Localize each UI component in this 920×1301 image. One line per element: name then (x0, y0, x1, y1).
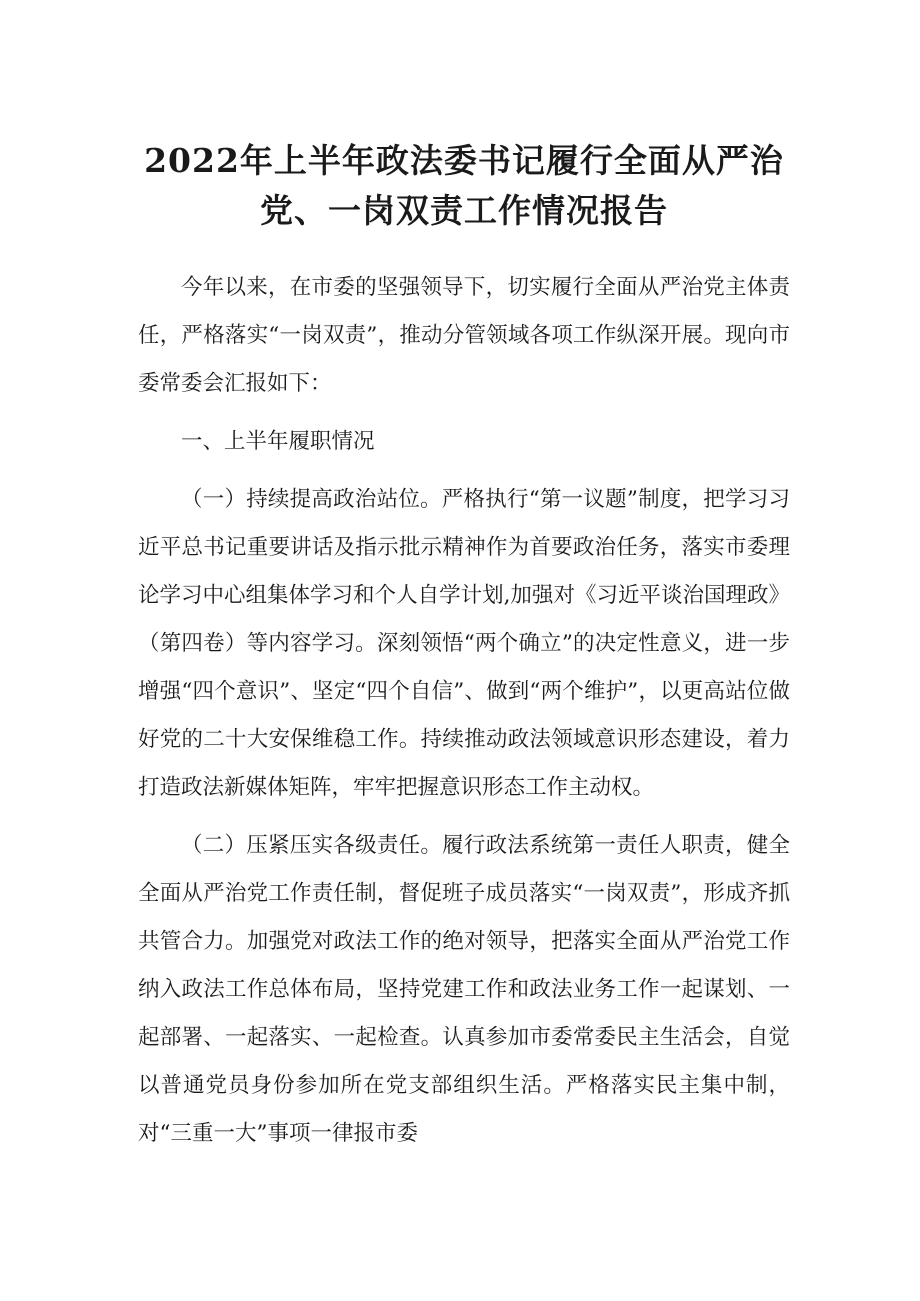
intro-paragraph: 今年以来，在市委的坚强领导下，切实履行全面从严治党主体责任，严格落实“一岗双责”，推动分管领域各项工作纵深开展。现向市委常委会汇报如下： (138, 275, 790, 396)
subsection-paragraph-2: （二）压紧压实各级责任。履行政法系统第一责任人职责，健全全面从严治党工作责任制，督促班子成员落实“一岗双责”，形成齐抓共管合力。加强党对政法工作的绝对领导，把落实全面从严治党工作纳入政法工作总体布局，坚持党建工作和政法业务工作一起谋划、一起部署、一起落实、一起检查。认真参加市委常委民主生活会，自觉以普通党员身份参加所在党支部组织生活。严格落实民主集中制，对“三重一大”事项一律报市委 (138, 833, 790, 1146)
title-line-2: 党、一岗双责工作情况报告 (260, 191, 668, 230)
subsection-paragraph-1: （一）持续提高政治站位。严格执行“第一议题”制度，把学习习近平总书记重要讲话及指示批示精神作为首要政治任务，落实市委理论学习中心组集体学习和个人自学计划,加强对《习近平谈治国理政》（第四卷）等内容学习。深刻领悟“两个确立”的决定性意义，进一步增强“四个意识”、坚定“四个自信”、做到“两个维护”，以更高站位做好党的二十大安保维稳工作。持续推动政法领域意识形态建设，着力打造政法新媒体矩阵，牢牢把握意识形态工作主动权。 (138, 487, 790, 800)
document-page (138, 136, 790, 1158)
document-body (138, 264, 790, 1158)
document-title (138, 136, 790, 236)
title-line-1: 2022年上半年政法委书记履行全面从严治 (144, 141, 784, 180)
section-heading: 一、上半年履职情况 (181, 429, 375, 454)
